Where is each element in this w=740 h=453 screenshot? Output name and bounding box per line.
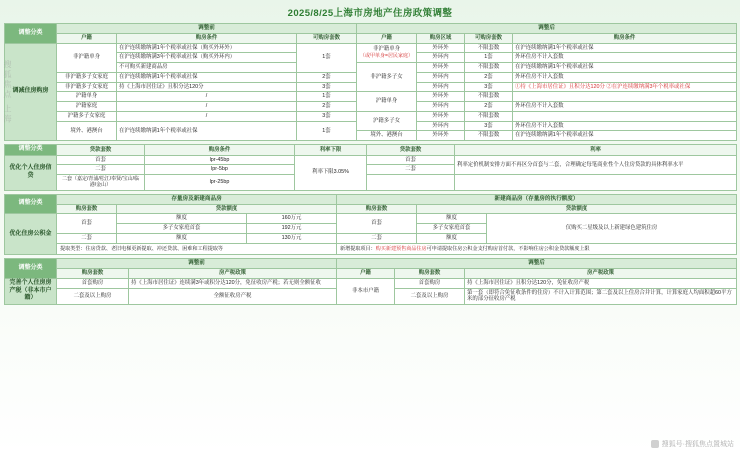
section3-col-header-row xyxy=(5,204,737,214)
cell-count: 3套 xyxy=(297,82,357,92)
col-header-loan-cond-before: 购房条件 xyxy=(145,145,295,156)
cell-condition: / xyxy=(117,102,297,112)
cell-count: 1套 xyxy=(297,43,357,72)
col-header-loan-rate-before: 利率下限 xyxy=(295,145,367,156)
cell-hukou-after: 境外、港澳台 xyxy=(357,131,417,141)
cell-fund-amount: 130万元 xyxy=(247,233,337,243)
cell-hukou: 非沪籍多子女家庭 xyxy=(57,82,117,92)
cell-area: 外环外 xyxy=(417,92,465,102)
col-header-tax-policy-before: 房产税政策 xyxy=(129,269,337,279)
cell-area: 外环内 xyxy=(417,121,465,131)
cell-fund-kind-right: 额度 xyxy=(417,214,487,224)
cell-fund-count: 二套 xyxy=(57,233,117,243)
col-header-fund-count-left: 购房套数 xyxy=(57,204,117,214)
watermark-left: 搜狐焦点 上海 xyxy=(3,60,12,125)
cell-hukou-after: 沪籍多子女 xyxy=(357,111,417,131)
cell-loan-count: 二套（嘉定/青浦/松江/奉贤/宝山/临港/金山） xyxy=(57,175,145,191)
cell-area: 外环外 xyxy=(417,43,465,53)
cell-hukou: 非沪籍多子女家庭 xyxy=(57,72,117,82)
cell-condition: 在沪连续缴纳满3年个税率或社保（购买外环内） xyxy=(117,53,297,63)
section2-group-header-row xyxy=(5,145,737,156)
watermark-source xyxy=(651,439,734,449)
cell-condition-after: 在沪连续缴纳满1年个税率或社保 xyxy=(513,63,737,73)
cell-count: 2套 xyxy=(297,102,357,112)
cell-loan-rate-value: lpr-45bp xyxy=(145,155,295,165)
table-row xyxy=(5,243,737,254)
cell-tax-count: 首套购房 xyxy=(57,278,129,288)
col-header-cond-before: 购房条件 xyxy=(117,33,297,43)
section4-group-header-row xyxy=(5,259,737,269)
col-header-tax-count-before: 购房套数 xyxy=(57,269,129,279)
section-property-tax xyxy=(4,258,737,305)
col-header-category: 调整分类 xyxy=(5,194,57,214)
cell-count-after: 不限套数 xyxy=(465,111,513,121)
col-header-after: 调整后 xyxy=(357,24,737,34)
cell-fund-count-right: 首套 xyxy=(337,214,417,234)
cell-area: 外环外 xyxy=(417,63,465,73)
col-header-stock-and-new: 存量房及新建商品房 xyxy=(57,194,337,204)
page-title: 2025/8/25上海市房地产住房政策调整 xyxy=(287,8,453,19)
col-header-new-commodity: 新建商品房（存量房的执行额度） xyxy=(337,194,737,204)
cell-condition-after: 外环住房不计入套数 xyxy=(513,121,737,131)
col-header-before: 调整前 xyxy=(57,259,337,269)
cell-fund-amount: 192万元 xyxy=(247,224,337,234)
cell-fund-kind: 额度 xyxy=(117,214,247,224)
table-row xyxy=(5,214,737,224)
cell-hukou-after-main: 非沪籍单身 xyxy=(373,46,400,53)
fund-note-suffix: 可申请提取住房公积金支付购房首付款，不影响住房公积金贷款额度上限 xyxy=(426,245,590,252)
section-housing-fund xyxy=(4,194,737,255)
cell-condition-after: 外环住房不计入套数 xyxy=(513,72,737,82)
col-header-loan-rate-after: 利率 xyxy=(455,145,737,156)
cell-condition: / xyxy=(117,92,297,102)
cell-loan-count: 二套 xyxy=(57,165,145,175)
cell-tax-hukou-after: 非本市户籍 xyxy=(337,278,395,304)
col-header-count-before: 可购房套数 xyxy=(297,33,357,43)
cell-area: 外环内 xyxy=(417,82,465,92)
cell-area: 外环内 xyxy=(417,53,465,63)
fund-note-prefix: 新增提取项目： xyxy=(340,245,376,252)
cell-loan-count-after-empty xyxy=(367,175,455,191)
col-header-area-after: 购房区域 xyxy=(417,33,465,43)
table-row xyxy=(5,92,737,102)
cell-hukou: 沪籍单身 xyxy=(57,92,117,102)
col-header-count-after: 可购房套数 xyxy=(465,33,513,43)
cell-count-after: 不限套数 xyxy=(465,92,513,102)
cell-loan-rate-after: 利率定价机制安排方面不再区分首套与二套，合理确定每笔商业性个人住房贷款的具体利率水平 xyxy=(455,155,737,175)
col-header-loan-count-before: 贷款套数 xyxy=(57,145,145,156)
row-label-limit-purchase: 调减住房购房 xyxy=(5,43,57,141)
col-header-after: 调整后 xyxy=(337,259,737,269)
cell-hukou-after xyxy=(357,43,417,63)
cell-fund-right-note: 仅购买二星级及以上新建绿色建筑住房 xyxy=(487,214,737,243)
col-header-before: 调整前 xyxy=(57,24,357,34)
col-header-tax-hukou-after: 户籍 xyxy=(337,269,395,279)
watermark-source-label: 搜狐号·搜狐焦点置城站 xyxy=(661,441,734,448)
cell-tax-count: 二套及以上购房 xyxy=(57,288,129,305)
col-header-category: 调整分类 xyxy=(5,24,57,44)
col-header-hukou-before: 户籍 xyxy=(57,33,117,43)
cell-area: 外环外 xyxy=(417,111,465,121)
section-personal-housing-loan xyxy=(4,144,737,191)
section-limit-purchase xyxy=(4,23,737,141)
col-header-hukou-after: 户籍 xyxy=(357,33,417,43)
cell-count: 3套 xyxy=(297,111,357,121)
cell-count: 2套 xyxy=(297,72,357,82)
cell-condition-after: 在沪连续缴纳满1年个税率或社保 xyxy=(513,131,737,141)
cell-condition: 持《上海市居住证》且积分达120分 xyxy=(117,82,297,92)
cell-tax-policy: 全额征收房产税 xyxy=(129,288,337,305)
cell-fund-right-note2 xyxy=(337,243,737,254)
col-header-fund-amount-left: 贷款额度 xyxy=(117,204,337,214)
cell-area: 外环内 xyxy=(417,72,465,82)
cell-fund-amount: 160万元 xyxy=(247,214,337,224)
cell-count: 1套 xyxy=(297,121,357,141)
cell-count-after: 不限套数 xyxy=(465,63,513,73)
section1-group-header-row xyxy=(5,24,737,34)
col-header-tax-policy-after: 房产税政策 xyxy=(465,269,737,279)
cell-fund-kind-right: 额度 xyxy=(417,233,487,243)
cell-count-after: 不限套数 xyxy=(465,131,513,141)
sohu-logo-icon xyxy=(651,440,659,448)
table-row xyxy=(5,111,737,121)
cell-area: 外环外 xyxy=(417,131,465,141)
col-header-cond-after: 购房条件 xyxy=(513,33,737,43)
cell-hukou: 沪籍家庭 xyxy=(57,102,117,112)
cell-count-after: 2套 xyxy=(465,72,513,82)
cell-loan-count-after: 二套 xyxy=(367,165,455,175)
cell-hukou: 境外、港澳台 xyxy=(57,121,117,141)
cell-tax-count-after: 二套及以上购房 xyxy=(395,288,465,305)
section1-col-header-row xyxy=(5,33,737,43)
cell-area: 外环内 xyxy=(417,102,465,112)
cell-count-after: 3套 xyxy=(465,82,513,92)
cell-fund-kind: 额度 xyxy=(117,233,247,243)
cell-fund-count-right: 二套 xyxy=(337,233,417,243)
cell-tax-policy-after: 持《上海市居住证》且积分达120分，免征收房产税 xyxy=(465,278,737,288)
row-label-property-tax: 完善个人住房房产税（非本市户籍） xyxy=(5,278,57,304)
col-header-tax-count-after: 购房套数 xyxy=(395,269,465,279)
section4-col-header-row xyxy=(5,269,737,279)
cell-count: 1套 xyxy=(297,92,357,102)
row-label-personal-loan: 优化个人住房信贷 xyxy=(5,155,57,190)
col-header-fund-count-right: 购房套数 xyxy=(337,204,417,214)
cell-loan-rate-value: lpr-25bp xyxy=(145,175,295,191)
cell-condition-after xyxy=(513,111,737,121)
cell-fund-left-note: 提取类型：住房贷款、老旧电梯更新提取、冲还贷款、困难和工程提取等 xyxy=(57,243,337,254)
fund-note-highlight: 购买新建预售商品住房 xyxy=(375,245,427,252)
cell-condition-after: 外环住房不计入套数 xyxy=(513,53,737,63)
cell-tax-policy: 持《上海市居住证》连续满3年或积分达120分，免征收房产税；若无则全额征收 xyxy=(129,278,337,288)
table-row xyxy=(5,155,737,165)
table-row xyxy=(5,175,737,191)
cell-loan-rate-floor: 利率下限3.05% xyxy=(295,155,367,190)
table-row xyxy=(5,278,737,288)
cell-loan-count-after: 首套 xyxy=(367,155,455,165)
cell-condition: / xyxy=(117,111,297,121)
cell-hukou-after-note: （或甲单身=居民家庭） xyxy=(360,52,413,59)
cell-tax-count-after: 首套购房 xyxy=(395,278,465,288)
cell-count-after: 1套 xyxy=(465,53,513,63)
cell-fund-kind: 多子女家庭首套 xyxy=(117,224,247,234)
section3-group-header-row xyxy=(5,194,737,204)
cell-condition: 在沪连续缴纳满1年个税率或社保 xyxy=(117,121,297,141)
cell-condition-after: ①持《上海市居住证》且积分达120分 ②在沪连续缴纳满3年个税率或社保 xyxy=(513,82,737,92)
cell-count-after: 2套 xyxy=(465,102,513,112)
cell-fund-kind-right: 多子女家庭首套 xyxy=(417,224,487,234)
cell-fund-count: 首套 xyxy=(57,214,117,234)
cell-hukou: 非沪籍单身 xyxy=(57,43,117,72)
cell-condition-after: 外环住房不计入套数 xyxy=(513,102,737,112)
cell-condition: 在沪连续缴纳满1年个税率或社保 xyxy=(117,72,297,82)
cell-loan-rate-after-empty xyxy=(455,175,737,191)
table-row xyxy=(5,43,737,53)
col-header-category: 调整分类 xyxy=(5,145,57,156)
cell-tax-policy-after: 第一套（即符合免征收条件的住房）不计入计算范围；第二套及以上住房合并计算，计算家庭人均面积超60平方米的部分征收房产税 xyxy=(465,288,737,305)
col-header-category: 调整分类 xyxy=(5,259,57,279)
cell-condition-after xyxy=(513,92,737,102)
cell-count-after: 不限套数 xyxy=(465,43,513,53)
cell-hukou-after: 非沪籍多子女 xyxy=(357,63,417,92)
cell-loan-count: 首套 xyxy=(57,155,145,165)
cell-condition: 在沪连续缴纳满1年个税率或社保（购买外环外） xyxy=(117,43,297,53)
col-header-loan-count-after: 贷款套数 xyxy=(367,145,455,156)
col-header-fund-amount-right: 贷款额度 xyxy=(417,204,737,214)
cell-count-after: 3套 xyxy=(465,121,513,131)
cell-hukou-after: 沪籍单身 xyxy=(357,92,417,112)
cell-loan-rate-value: lpr-5bp xyxy=(145,165,295,175)
cell-condition: 不可购买新建商品房 xyxy=(117,63,297,73)
row-label-housing-fund: 优化住房公积金 xyxy=(5,214,57,255)
cell-condition-after: 在沪连续缴纳满1年个税率或社保 xyxy=(513,43,737,53)
cell-hukou: 沪籍多子女家庭 xyxy=(57,111,117,121)
